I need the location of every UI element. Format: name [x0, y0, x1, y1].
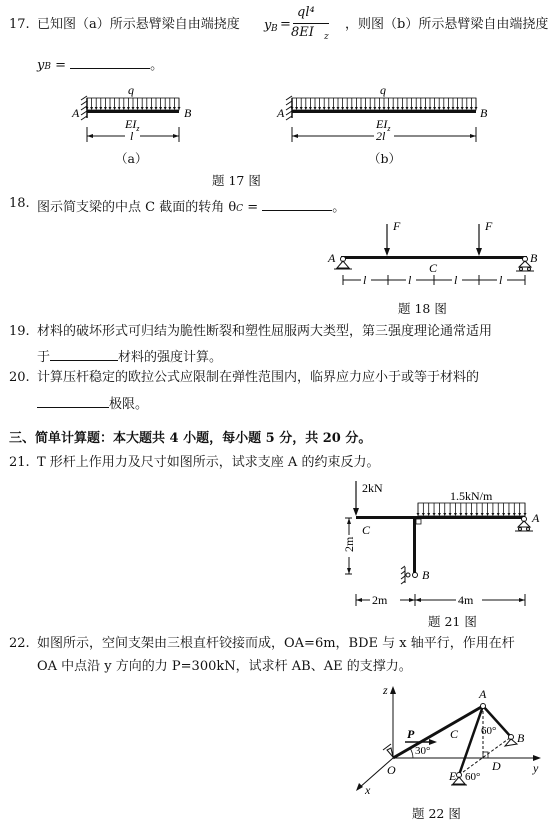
load-arrow-head	[127, 107, 130, 110]
fig22-label-O: O	[387, 763, 396, 777]
load-arrow-head	[459, 513, 462, 516]
load-arrow-head	[332, 107, 335, 110]
load-arrow-head	[355, 107, 358, 110]
fig22-angle-30: 30°	[415, 745, 431, 757]
fig22-label-z: z	[383, 683, 388, 697]
load-arrow-head	[373, 107, 376, 110]
fig18-label-C: C	[429, 261, 438, 275]
q21-caption: 题 21 图	[428, 614, 477, 629]
q17-answer-line: yB = 。	[37, 58, 164, 73]
fig17b-distributed-load	[291, 98, 478, 110]
load-arrow-head	[442, 107, 445, 110]
load-arrow-head	[337, 107, 340, 110]
load-arrow-head	[424, 107, 427, 110]
load-arrow-head	[141, 107, 144, 110]
fig17b-beam	[292, 110, 476, 113]
load-arrow-head	[486, 513, 489, 516]
q18-caption: 题 18 图	[398, 301, 447, 316]
load-arrow-head	[443, 513, 446, 516]
fig21-force-2kN	[353, 481, 359, 516]
q17-formula: y B = ql⁴ 8EI z	[264, 5, 329, 42]
fig17a-beam	[87, 110, 179, 113]
load-arrow-head	[454, 513, 457, 516]
load-arrow-head	[341, 107, 344, 110]
load-arrow-head	[323, 107, 326, 110]
load-arrow-head	[300, 107, 303, 110]
load-arrow-head	[392, 107, 395, 110]
load-arrow-head	[318, 107, 321, 110]
load-arrow-head	[433, 513, 436, 516]
fig21-load-label: 1.5kN/m	[450, 489, 493, 503]
load-arrow-head	[383, 107, 386, 110]
fig18-beam	[341, 256, 527, 259]
q20-line2: 极限。	[37, 393, 148, 412]
fig17a-caption: （a）	[115, 151, 148, 166]
load-arrow-head	[475, 513, 478, 516]
fig22-joint-A	[481, 704, 486, 709]
load-arrow-head	[465, 107, 468, 110]
fig21-label-A: A	[532, 511, 540, 525]
load-arrow-head	[427, 513, 430, 516]
fig22-label-x: x	[365, 783, 371, 797]
load-arrow-head	[465, 513, 468, 516]
load-arrow-head	[481, 513, 484, 516]
q22-line1: 如图所示，空间支架由三根直杆铰接而成，OA=6m，BDE 与 x 轴平行，作用在杆	[37, 636, 515, 651]
load-arrow-head	[452, 107, 455, 110]
load-arrow-head	[406, 107, 409, 110]
fig22-label-C: C	[450, 727, 459, 741]
q21-text: T 形杆上作用力及尺寸如图所示，试求支座 A 的约束反力。	[37, 455, 380, 470]
fig18-length-1: l	[363, 273, 367, 287]
fig22-angle-arc-30	[410, 748, 413, 758]
load-arrow-head	[419, 107, 422, 110]
load-arrow-head	[524, 513, 527, 516]
load-arrow-head	[415, 107, 418, 110]
load-arrow-head	[327, 107, 330, 110]
fig17b-label-B: B	[480, 106, 488, 120]
fig22-pin-B	[505, 735, 517, 747]
fig21-horizontal-beam	[356, 516, 525, 519]
load-arrow-head	[456, 107, 459, 110]
fig21-force-label: 2kN	[362, 481, 383, 495]
fig21-label-B: B	[422, 568, 430, 582]
q20-answer-blank[interactable]	[37, 395, 109, 408]
load-arrow-head	[513, 513, 516, 516]
fig17a-distributed-load	[86, 98, 181, 110]
fig18-force-F2	[476, 224, 482, 256]
fig17b-label-A: A	[277, 106, 285, 120]
q17-number: 17.	[9, 17, 30, 32]
load-arrow-head	[378, 107, 381, 110]
load-arrow-head	[168, 107, 171, 110]
fig18-length-2: l	[408, 273, 412, 287]
load-arrow-head	[447, 107, 450, 110]
fig22-label-y: y	[533, 761, 539, 775]
load-arrow-head	[118, 107, 121, 110]
load-arrow-head	[429, 107, 432, 110]
load-arrow-head	[369, 107, 372, 110]
q17-text-part1: 已知图（a）所示悬臂梁自由端挠度	[37, 17, 240, 32]
load-arrow-head	[497, 513, 500, 516]
fig17a-label-EI: $EI_z$	[125, 117, 140, 133]
load-arrow-head	[291, 107, 294, 110]
q19-line2: 于 材料的强度计算。	[37, 350, 223, 365]
load-arrow-head	[475, 107, 478, 110]
fig18-label-A: A	[328, 251, 336, 265]
fig17b-caption: （b）	[368, 151, 402, 166]
fig18-length-3: l	[454, 273, 458, 287]
load-arrow-head	[518, 513, 521, 516]
load-arrow-head	[109, 107, 112, 110]
q18-text: 图示简支梁的中点 C 截面的转角 θC = 。	[37, 200, 346, 215]
load-arrow-head	[150, 107, 153, 110]
fig17a-length: l	[130, 129, 134, 143]
fig17a-label-B: B	[184, 106, 192, 120]
load-arrow-head	[438, 107, 441, 110]
q22-caption: 题 22 图	[412, 806, 461, 821]
fig22-label-P: P	[407, 727, 415, 741]
fig22-angle-60a: 60°	[481, 725, 497, 737]
load-arrow-head	[86, 107, 89, 110]
fig18-label-F1: F	[393, 219, 401, 233]
load-arrow-head	[433, 107, 436, 110]
fig18-label-B: B	[530, 251, 538, 265]
fig22-z-axis	[390, 686, 396, 758]
fig17a-label-q: q	[128, 83, 134, 97]
load-arrow-head	[136, 107, 139, 110]
load-arrow-head	[304, 107, 307, 110]
load-arrow-head	[155, 107, 158, 110]
load-arrow-head	[95, 107, 98, 110]
q19-line1: 材料的破坏形式可归结为脆性断裂和塑性屈服两大类型，第三强度理论通常适用	[37, 324, 493, 339]
q20-line1: 计算压杆稳定的欧拉公式应限制在弹性范围内，临界应力应小于或等于材料的	[37, 370, 480, 385]
load-arrow-head	[295, 107, 298, 110]
load-arrow-head	[90, 107, 93, 110]
fig18-length-4: l	[499, 273, 503, 287]
load-arrow-head	[387, 107, 390, 110]
load-arrow-head	[438, 513, 441, 516]
load-arrow-head	[122, 107, 125, 110]
fig17b-label-EI: $EI_z$	[376, 117, 391, 133]
load-arrow-head	[113, 107, 116, 110]
load-arrow-head	[502, 513, 505, 516]
load-arrow-head	[360, 107, 363, 110]
load-arrow-head	[401, 107, 404, 110]
fig18	[325, 218, 545, 298]
q17-text-part2: ，则图（b）所示悬臂梁自由端挠度	[345, 17, 549, 32]
load-arrow-head	[417, 513, 420, 516]
fig21-right-angle	[416, 519, 421, 524]
fig21-vertical-bar	[413, 519, 416, 573]
fig21	[340, 478, 550, 618]
load-arrow-head	[99, 107, 102, 110]
load-arrow-head	[314, 107, 317, 110]
q22-line2: OA 中点沿 y 方向的力 P=300kN，试求杆 AB、AE 的支撑力。	[37, 659, 412, 674]
fig22-label-E: E	[449, 769, 457, 783]
fig17a-label-A: A	[72, 106, 80, 120]
load-arrow-head	[309, 107, 312, 110]
load-arrow-head	[396, 107, 399, 110]
q22-number: 22.	[9, 636, 30, 651]
load-arrow-head	[470, 107, 473, 110]
fig17b-length: 2l	[376, 129, 386, 143]
fig18-label-F2: F	[485, 219, 493, 233]
load-arrow-head	[159, 107, 162, 110]
fig22-angle-60b: 60°	[465, 771, 481, 783]
load-arrow-head	[173, 107, 176, 110]
fig22-pin-O	[383, 744, 393, 757]
fig21-width-label-1: 2m	[372, 593, 388, 607]
fig22-label-B: B	[517, 731, 525, 745]
fig21-width-label-2: 4m	[458, 593, 474, 607]
load-arrow-head	[491, 513, 494, 516]
fig21-height-label: 2m	[342, 536, 356, 552]
load-arrow-head	[410, 107, 413, 110]
load-arrow-head	[364, 107, 367, 110]
fig22	[345, 680, 550, 805]
load-arrow-head	[470, 513, 473, 516]
fig21-distributed-load	[417, 503, 527, 516]
fig18-force-F1	[384, 224, 390, 256]
fig22-label-D: D	[492, 759, 501, 773]
section3-title: 三、简单计算题：本大题共 4 小题，每小题 5 分，共 20 分。	[9, 431, 372, 446]
load-arrow-head	[145, 107, 148, 110]
q19-number: 19.	[9, 324, 30, 339]
load-arrow-head	[507, 513, 510, 516]
load-arrow-head	[422, 513, 425, 516]
load-arrow-head	[461, 107, 464, 110]
q17-answer-blank[interactable]	[70, 56, 150, 69]
q19-answer-blank[interactable]	[50, 348, 118, 361]
fig17b-label-q: q	[380, 83, 386, 97]
fig21-label-C: C	[362, 523, 371, 537]
fig22-label-A: A	[479, 687, 487, 701]
q18-answer-blank[interactable]	[262, 198, 332, 211]
load-arrow-head	[449, 513, 452, 516]
q17-caption: 题 17 图	[212, 173, 261, 188]
load-arrow-head	[350, 107, 353, 110]
load-arrow-head	[104, 107, 107, 110]
load-arrow-head	[178, 107, 181, 110]
load-arrow-head	[132, 107, 135, 110]
q21-number: 21.	[9, 455, 30, 470]
load-arrow-head	[346, 107, 349, 110]
load-arrow-head	[164, 107, 167, 110]
q18-number: 18.	[9, 196, 30, 211]
q20-number: 20.	[9, 370, 30, 385]
